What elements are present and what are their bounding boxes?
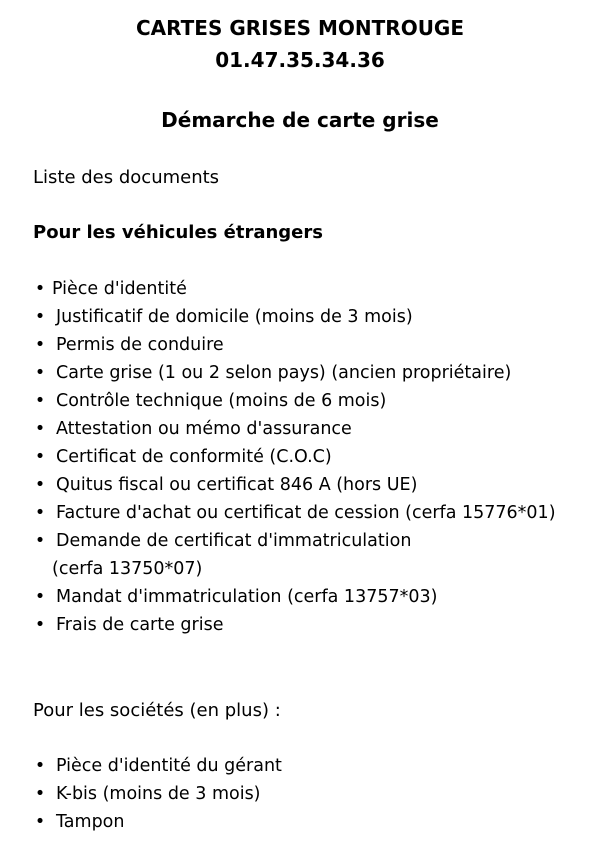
list-item-label: Attestation ou mémo d'assurance bbox=[56, 419, 352, 439]
list-item bbox=[30, 443, 598, 471]
bullet-icon: • bbox=[34, 391, 46, 411]
list-item bbox=[30, 499, 598, 527]
bullet-icon: • bbox=[34, 279, 46, 299]
foreign-vehicles-heading: Pour les véhicules étrangers bbox=[33, 222, 323, 243]
list-item-label: Tampon bbox=[56, 812, 125, 832]
list-item-label: Facture d'achat ou certificat de cession (cerfa 15776*01) bbox=[56, 503, 556, 523]
bullet-icon: • bbox=[34, 363, 46, 383]
bullet-icon: • bbox=[34, 812, 46, 832]
list-item-label: Quitus fiscal ou certificat 846 A (hors UE) bbox=[56, 475, 418, 495]
agency-title: CARTES GRISES MONTROUGE bbox=[135, 16, 465, 40]
list-item-label: Demande de certificat d'immatriculation bbox=[56, 531, 412, 551]
list-item bbox=[30, 471, 598, 499]
foreign-documents-list bbox=[30, 275, 598, 639]
list-item bbox=[30, 275, 598, 303]
list-item-label: Pièce d'identité bbox=[52, 279, 187, 299]
list-item bbox=[30, 359, 598, 387]
documents-intro: Liste des documents bbox=[33, 167, 220, 188]
list-item-label: Carte grise (1 ou 2 selon pays) (ancien propriétaire) bbox=[56, 363, 512, 383]
bullet-icon: • bbox=[34, 419, 46, 439]
companies-heading: Pour les sociétés (en plus) : bbox=[33, 700, 281, 721]
bullet-icon: • bbox=[34, 335, 46, 355]
list-item-label: Contrôle technique (moins de 6 mois) bbox=[56, 391, 387, 411]
bullet-icon: • bbox=[34, 531, 46, 551]
list-item bbox=[30, 611, 598, 639]
bullet-icon: • bbox=[34, 447, 46, 467]
list-item-label: Permis de conduire bbox=[56, 335, 224, 355]
list-item-label: Mandat d'immatriculation (cerfa 13757*03) bbox=[56, 587, 438, 607]
list-item bbox=[30, 387, 598, 415]
bullet-icon: • bbox=[34, 307, 46, 327]
list-item bbox=[30, 331, 598, 359]
list-item bbox=[30, 527, 598, 583]
list-item bbox=[30, 583, 598, 611]
list-item-label: Frais de carte grise bbox=[56, 615, 224, 635]
list-item bbox=[30, 752, 598, 780]
list-item-label: Certificat de conformité (C.O.C) bbox=[56, 447, 332, 467]
list-item bbox=[30, 415, 598, 443]
bullet-icon: • bbox=[34, 503, 46, 523]
list-item bbox=[30, 303, 598, 331]
bullet-icon: • bbox=[34, 784, 46, 804]
bullet-icon: • bbox=[34, 615, 46, 635]
list-item bbox=[30, 808, 598, 836]
bullet-icon: • bbox=[34, 587, 46, 607]
list-item-label: Justificatif de domicile (moins de 3 mois) bbox=[56, 307, 413, 327]
list-item-label: Pièce d'identité du gérant bbox=[56, 756, 282, 776]
procedure-title: Démarche de carte grise bbox=[161, 108, 439, 132]
list-item-label: K-bis (moins de 3 mois) bbox=[56, 784, 261, 804]
agency-phone: 01.47.35.34.36 bbox=[215, 48, 385, 72]
bullet-icon: • bbox=[34, 756, 46, 776]
bullet-icon: • bbox=[34, 475, 46, 495]
list-item-continuation: (cerfa 13750*07) bbox=[52, 559, 203, 579]
list-item bbox=[30, 780, 598, 808]
companies-documents-list bbox=[30, 752, 598, 836]
